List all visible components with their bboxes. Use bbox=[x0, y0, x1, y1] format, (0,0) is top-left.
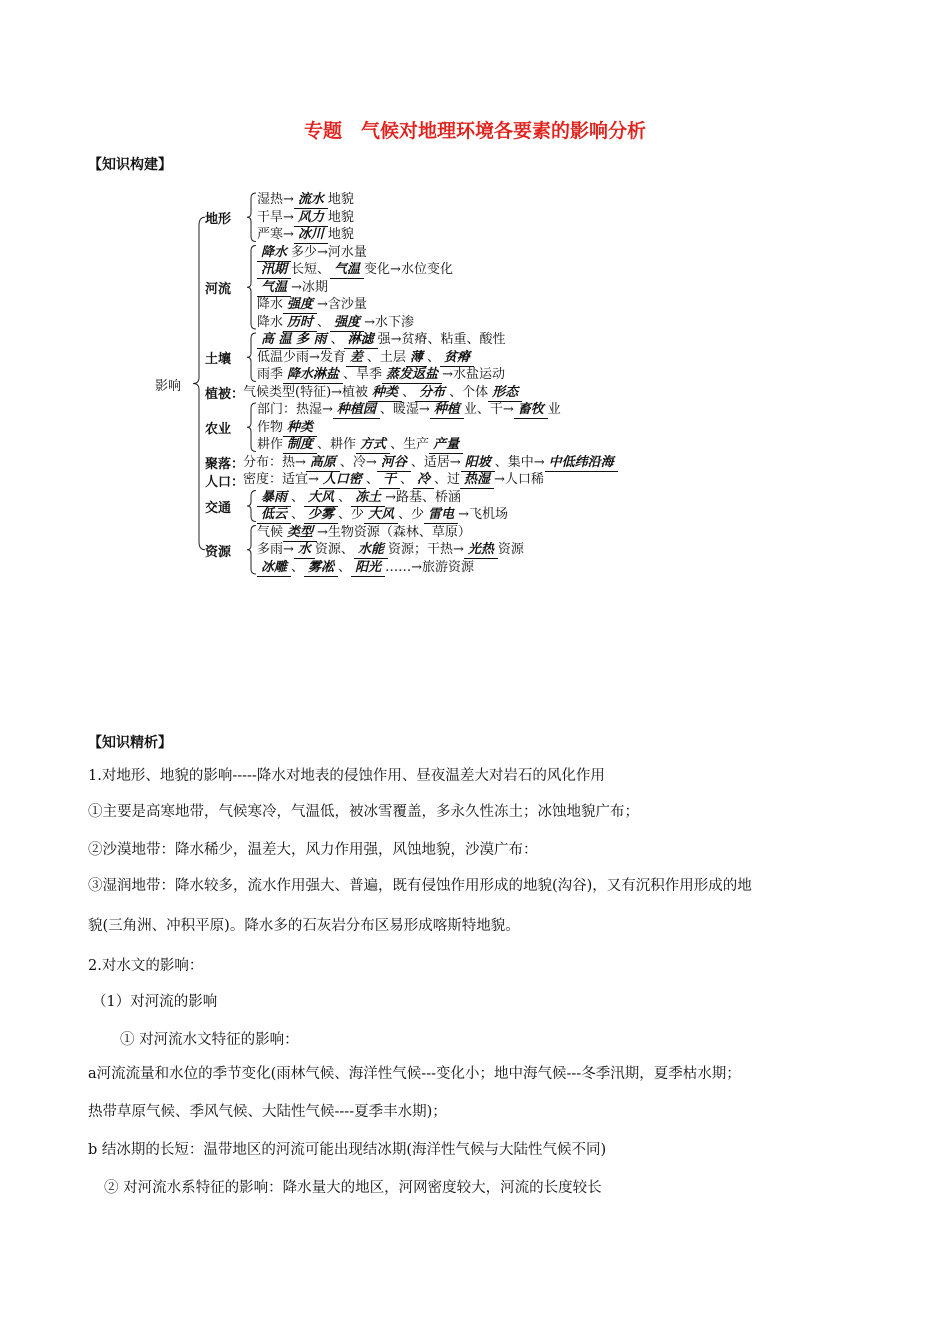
fill-in-answer: 强度 bbox=[330, 314, 364, 332]
knowledge-mindmap bbox=[155, 188, 775, 583]
mindmap-text: 、土层 bbox=[366, 349, 406, 365]
fill-in-answer: 汛期 bbox=[257, 261, 291, 279]
root-brace bbox=[193, 217, 205, 550]
section-heading-knowledge-building: 【知识构建】 bbox=[88, 157, 172, 173]
mindmap-text: 降水 bbox=[257, 314, 284, 330]
mindmap-text: →生物资源（森林、草原） bbox=[317, 524, 471, 540]
mindmap-text: →飞机场 bbox=[458, 507, 509, 522]
mindmap-text: 地貌 bbox=[327, 192, 354, 207]
fill-in-answer: 大风 bbox=[364, 506, 398, 524]
mindmap-text: 、少 bbox=[338, 507, 365, 522]
mindmap-text: 、 bbox=[317, 314, 331, 330]
mindmap-category: 河流 bbox=[205, 282, 232, 298]
group-brace bbox=[247, 491, 256, 522]
fill-in-answer: 类型 bbox=[283, 524, 317, 542]
mindmap-text: 资源；干热→ bbox=[387, 542, 464, 557]
mindmap-line bbox=[257, 559, 474, 577]
mindmap-line bbox=[257, 209, 354, 227]
mindmap-text: 严寒→ bbox=[257, 227, 294, 242]
fill-in-answer: 分布 bbox=[415, 384, 449, 402]
fill-in-answer: 产量 bbox=[429, 436, 463, 454]
mindmap-text: →水下渗 bbox=[364, 314, 414, 330]
mindmap-text: 干旱→ bbox=[257, 209, 294, 225]
mindmap-line bbox=[243, 471, 544, 489]
fill-in-answer: 种类 bbox=[283, 419, 317, 437]
group-brace bbox=[247, 403, 256, 452]
mindmap-text: 业、干→ bbox=[463, 402, 514, 417]
fill-in-answer: 冻土 bbox=[351, 489, 385, 507]
mindmap-category: 农业 bbox=[205, 422, 232, 438]
fill-in-answer: 种植园 bbox=[333, 401, 380, 419]
mindmap-text: 、集中→ bbox=[494, 454, 545, 470]
fill-in-answer: 大风 bbox=[304, 489, 338, 507]
analysis-paragraph: （1）对河流的影响 bbox=[92, 994, 218, 1010]
mindmap-text: 、 bbox=[399, 472, 413, 487]
fill-in-answer: 畜牧 bbox=[514, 401, 548, 419]
fill-in-answer: 水能 bbox=[354, 541, 388, 559]
mindmap-text: 作物 bbox=[257, 419, 284, 435]
fill-in-answer: 淋滤 bbox=[344, 331, 378, 349]
mindmap-text: →人口稀 bbox=[494, 472, 544, 487]
fill-in-answer: 阳坡 bbox=[461, 454, 495, 472]
mindmap-text: 、适居→ bbox=[410, 454, 461, 470]
fill-in-answer: 贫瘠 bbox=[440, 349, 474, 367]
mindmap-line bbox=[257, 296, 367, 314]
mindmap-text: 、冷→ bbox=[339, 454, 377, 470]
mindmap-text: 、旱季 bbox=[343, 367, 383, 382]
fill-in-answer: 阳光 bbox=[351, 559, 385, 577]
fill-in-answer: 降水 bbox=[257, 244, 291, 262]
mindmap-text: 、 bbox=[338, 559, 352, 575]
mindmap-text: 地貌 bbox=[327, 209, 354, 225]
fill-in-answer: 雾凇 bbox=[304, 559, 338, 577]
mindmap-line bbox=[257, 524, 471, 542]
mindmap-line bbox=[257, 279, 328, 297]
mindmap-text: 、 bbox=[426, 349, 440, 365]
mindmap-line bbox=[257, 541, 524, 559]
fill-in-answer: 冰川 bbox=[294, 226, 328, 244]
mindmap-text: 、 bbox=[338, 489, 352, 505]
mindmap-text: 部门：热湿→ bbox=[257, 402, 333, 417]
mindmap-text: 多少→河水量 bbox=[291, 244, 367, 260]
fill-in-answer: 干 bbox=[379, 471, 400, 489]
mindmap-text: 分布：热→ bbox=[243, 454, 306, 470]
analysis-paragraph: ① 对河流水文特征的影响： bbox=[120, 1032, 299, 1048]
mindmap-text: 、 bbox=[291, 559, 305, 575]
mindmap-category: 交通 bbox=[205, 501, 232, 516]
mindmap-text: →水盐运动 bbox=[442, 367, 505, 382]
fill-in-answer: 人口密 bbox=[319, 471, 366, 489]
mindmap-line bbox=[257, 419, 317, 437]
fill-in-answer: 方式 bbox=[356, 436, 390, 454]
mindmap-text: 、耕作 bbox=[317, 437, 357, 452]
analysis-paragraph: ② 对河流水系特征的影响：降水量大的地区，河网密度较大，河流的长度较长 bbox=[104, 1180, 602, 1196]
mindmap-line bbox=[257, 191, 354, 209]
page-title: 专题 气候对地理环境各要素的影响分析 bbox=[303, 120, 646, 142]
mindmap-line bbox=[257, 489, 461, 507]
mindmap-text: 、 bbox=[330, 332, 344, 347]
mindmap-line bbox=[243, 454, 618, 472]
fill-in-answer: 水 bbox=[294, 541, 315, 559]
mindmap-line bbox=[257, 506, 508, 524]
analysis-paragraph: 1.对地形、地貌的影响-----降水对地表的侵蚀作用、昼夜温差大对岩石的风化作用 bbox=[88, 768, 605, 784]
fill-in-answer: 风力 bbox=[294, 209, 328, 227]
section-heading-knowledge-analysis: 【知识精析】 bbox=[88, 735, 172, 751]
mindmap-line bbox=[257, 366, 505, 384]
mindmap-text: →路基、桥涵 bbox=[385, 489, 461, 505]
mindmap-line bbox=[257, 226, 354, 244]
fill-in-answer: 低云 bbox=[257, 506, 291, 524]
mindmap-text: 长短、 bbox=[291, 262, 331, 277]
mindmap-line bbox=[257, 331, 506, 349]
mindmap-category: 聚落： bbox=[205, 457, 245, 473]
fill-in-answer: 流水 bbox=[294, 191, 328, 209]
mindmap-text: 、个体 bbox=[449, 384, 489, 400]
group-brace bbox=[247, 246, 256, 330]
analysis-paragraph: ②沙漠地带：降水稀少，温差大，风力作用强，风蚀地貌，沙漠广布： bbox=[88, 842, 538, 858]
analysis-paragraph: 貌(三角洲、冲积平原)。降水多的石灰岩分布区易形成喀斯特地貌。 bbox=[88, 918, 520, 934]
fill-in-answer: 薄 bbox=[406, 349, 427, 367]
analysis-paragraph: b 结冰期的长短：温带地区的河流可能出现结冰期(海洋性气候与大陆性气候不同) bbox=[88, 1142, 607, 1158]
mindmap-line bbox=[257, 261, 453, 279]
fill-in-answer: 制度 bbox=[283, 436, 317, 454]
mindmap-line bbox=[257, 244, 367, 262]
mindmap-text: 、 bbox=[291, 489, 305, 505]
analysis-paragraph: ①主要是高寒地带，气候寒冷，气温低，被冰雪覆盖，多永久性冻土；冰蚀地貌广布； bbox=[88, 804, 639, 820]
mindmap-root-label: 影响 bbox=[155, 378, 182, 394]
mindmap-category: 地形 bbox=[205, 212, 232, 228]
fill-in-answer: 热湿 bbox=[460, 471, 494, 489]
mindmap-line bbox=[257, 314, 414, 332]
group-brace bbox=[247, 193, 256, 242]
fill-in-answer: 河谷 bbox=[377, 454, 411, 472]
fill-in-answer: 种植 bbox=[430, 401, 464, 419]
group-brace bbox=[247, 333, 256, 382]
mindmap-text: 降水 bbox=[257, 297, 284, 312]
fill-in-answer: 强度 bbox=[283, 296, 317, 314]
group-brace bbox=[247, 526, 256, 575]
fill-in-answer: 光热 bbox=[464, 541, 498, 559]
fill-in-answer: 高 温 多 雨 bbox=[257, 331, 331, 349]
mindmap-category: 土壤 bbox=[205, 352, 232, 368]
fill-in-answer: 中低纬沿海 bbox=[545, 454, 618, 472]
mindmap-line bbox=[257, 401, 561, 419]
mindmap-text: 变化→水位变化 bbox=[364, 262, 453, 277]
mindmap-line bbox=[257, 349, 474, 367]
mindmap-text: 气候 bbox=[257, 524, 284, 540]
fill-in-answer: 种类 bbox=[368, 384, 402, 402]
mindmap-text: 强→贫瘠、粘重、酸性 bbox=[377, 332, 506, 347]
fill-in-answer: 高原 bbox=[306, 454, 340, 472]
mindmap-text: 气候类型(特征)→植被 bbox=[243, 384, 369, 400]
fill-in-answer: 冰雕 bbox=[257, 559, 291, 577]
fill-in-answer: 降水淋盐 bbox=[283, 366, 343, 384]
mindmap-text: 、 bbox=[402, 384, 416, 400]
mindmap-text: →冰期 bbox=[291, 279, 328, 295]
mindmap-text: 资源 bbox=[497, 542, 524, 557]
fill-in-answer: 气温 bbox=[330, 261, 364, 279]
fill-in-answer: 形态 bbox=[488, 384, 522, 402]
analysis-paragraph: a河流流量和水位的季节变化(雨林气候、海洋性气候---变化小；地中海气候---冬季汛期，夏季枯水期； bbox=[88, 1066, 741, 1082]
mindmap-category: 植被： bbox=[205, 387, 245, 403]
fill-in-answer: 冷 bbox=[413, 471, 434, 489]
fill-in-answer: 少雾 bbox=[304, 506, 338, 524]
mindmap-text: →含沙量 bbox=[317, 297, 367, 312]
mindmap-text: 耕作 bbox=[257, 437, 284, 452]
mindmap-text: 、少 bbox=[398, 507, 425, 522]
mindmap-text: 业 bbox=[547, 402, 561, 417]
mindmap-text: 密度：适宜→ bbox=[243, 472, 319, 487]
mindmap-text: 、过 bbox=[433, 472, 460, 487]
mindmap-line bbox=[257, 436, 463, 454]
mindmap-text: ……→旅游资源 bbox=[385, 559, 474, 575]
fill-in-answer: 雷电 bbox=[424, 506, 458, 524]
mindmap-text: 地貌 bbox=[327, 227, 354, 242]
fill-in-answer: 气温 bbox=[257, 279, 291, 297]
mindmap-text: 湿热→ bbox=[257, 192, 294, 207]
fill-in-answer: 暴雨 bbox=[257, 489, 291, 507]
mindmap-text: 、 bbox=[365, 472, 379, 487]
analysis-paragraph: 热带草原气候、季风气候、大陆性气候----夏季丰水期)； bbox=[88, 1104, 447, 1120]
fill-in-answer: 蒸发返盐 bbox=[382, 366, 442, 384]
mindmap-text: 、 bbox=[291, 507, 305, 522]
analysis-paragraph: 2.对水文的影响： bbox=[88, 958, 204, 974]
mindmap-text: 雨季 bbox=[257, 367, 284, 382]
fill-in-answer: 历时 bbox=[283, 314, 317, 332]
mindmap-category: 资源 bbox=[205, 544, 232, 560]
mindmap-text: 多雨→ bbox=[257, 542, 294, 557]
mindmap-text: 、生产 bbox=[390, 437, 430, 452]
fill-in-answer: 差 bbox=[346, 349, 367, 367]
mindmap-line bbox=[243, 384, 522, 402]
mindmap-text: 、暖湿→ bbox=[379, 402, 430, 417]
mindmap-text: 低温少雨→发育 bbox=[257, 349, 346, 365]
analysis-paragraph: ③湿润地带：降水较多，流水作用强大、普遍，既有侵蚀作用形成的地貌(沟谷)，又有沉积作用形成的地 bbox=[88, 878, 752, 894]
mindmap-category: 人口： bbox=[205, 474, 245, 490]
mindmap-text: 资源、 bbox=[314, 542, 354, 557]
